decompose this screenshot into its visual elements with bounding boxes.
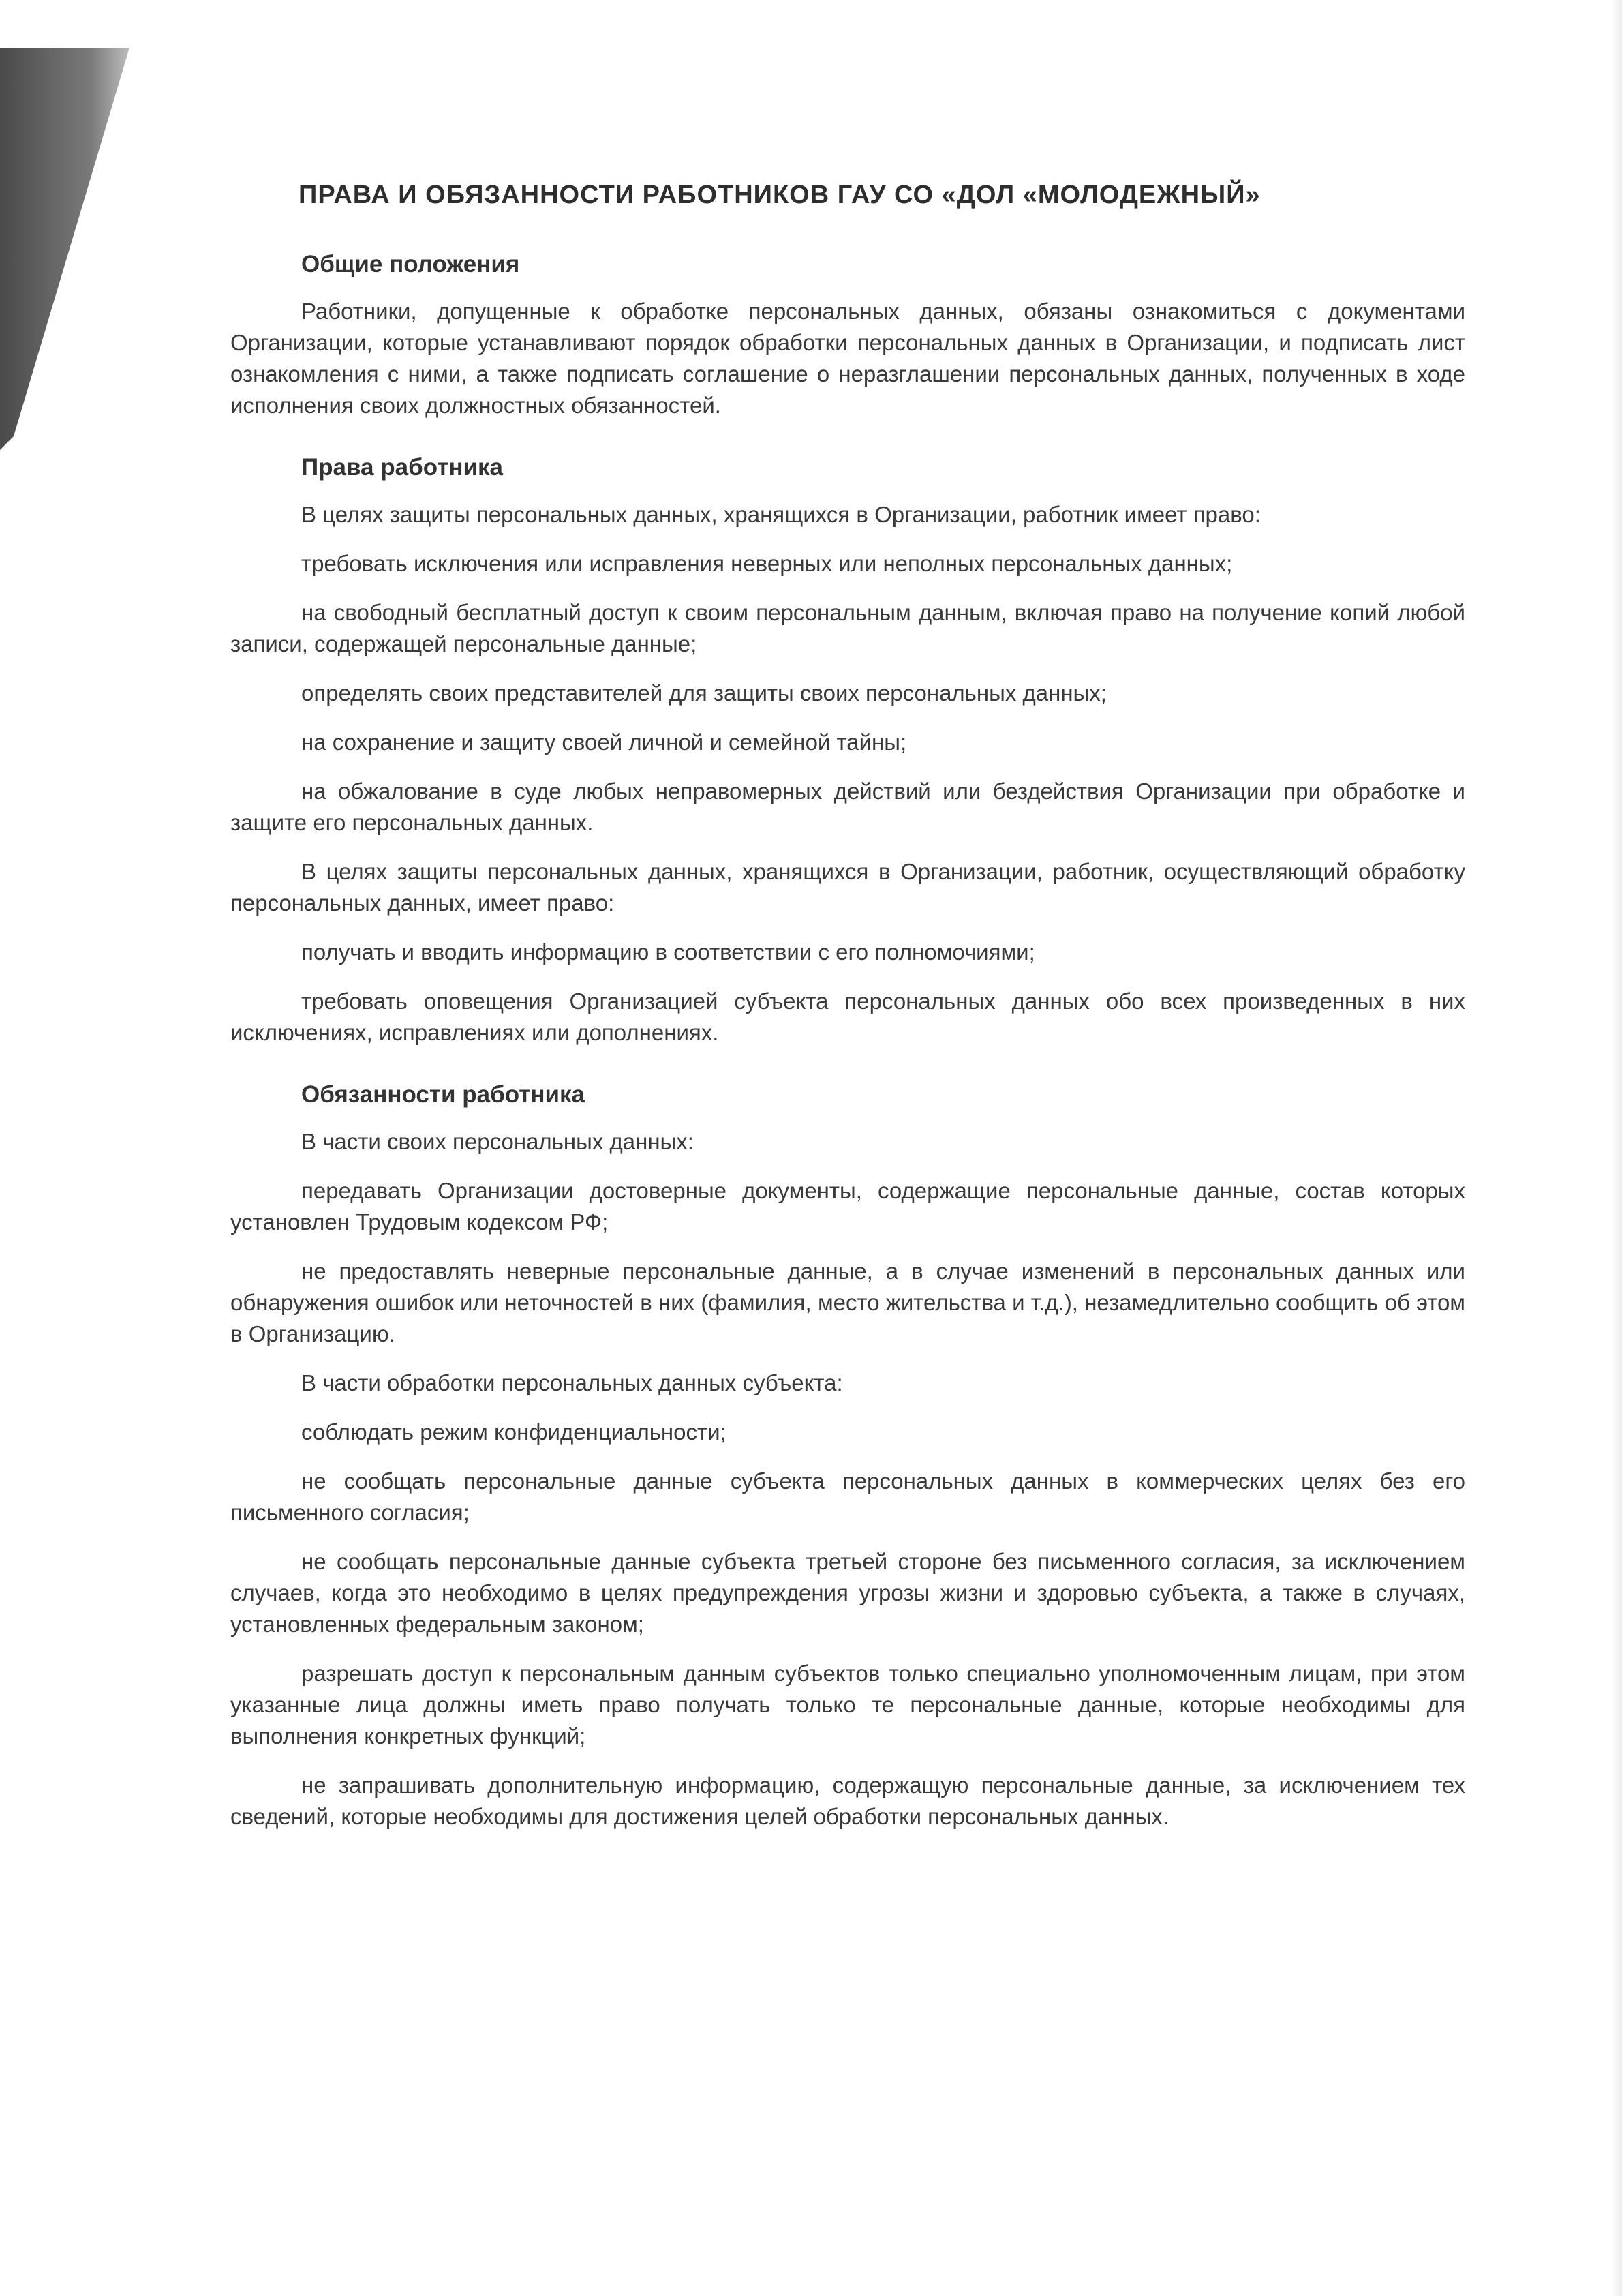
section-heading: Общие положения — [301, 251, 520, 277]
scan-right-edge — [1611, 0, 1622, 2296]
paragraph: на сохранение и защиту своей личной и семейной тайны; — [301, 729, 907, 755]
paragraph: соблюдать режим конфиденциальности; — [301, 1419, 726, 1445]
paragraph: В целях защиты персональных данных, хранящихся в Организации, работник имеет право: — [301, 502, 1261, 527]
section-duties — [230, 1081, 1465, 1832]
paragraph: не сообщать персональные данные субъекта персональных данных в коммерческих целях без его письменного согласия; — [230, 1468, 1465, 1525]
paragraph: требовать исключения или исправления неверных или неполных персональных данных; — [301, 551, 1233, 576]
paragraph: на свободный бесплатный доступ к своим персональным данным, включая право на получение копий любой записи, содержащей персональные данные; — [230, 600, 1465, 656]
document-page — [230, 181, 1465, 1865]
paragraph: разрешать доступ к персональным данным субъектов только специально уполномоченным лицам, при этом указанные лица должны иметь право получать только те персональные данные, которые необходимы для выполнения конкретных функций; — [230, 1661, 1465, 1749]
paragraph: определять своих представителей для защиты своих персональных данных; — [301, 680, 1107, 706]
section-rights — [230, 454, 1465, 1048]
paragraph: В части своих персональных данных: — [301, 1129, 694, 1154]
section-general — [230, 251, 1465, 421]
paragraph: передавать Организации достоверные документы, содержащие персональные данные, состав которых установлен Трудовым кодексом РФ; — [230, 1178, 1465, 1235]
paragraph: Работники, допущенные к обработке персональных данных, обязаны ознакомиться с документами Организации, которые устанавливают порядок обработки персональных данных в Организации, и подписать лист ознакомления с ними, а также подписать соглашение о неразглашении персональных данных, полученных в ходе исполнения своих должностных обязанностей. — [230, 299, 1465, 418]
paragraph: на обжалование в суде любых неправомерных действий или бездействия Организации при обработке и защите его персональных данных. — [230, 779, 1465, 835]
scan-edge-shadow — [0, 0, 136, 477]
section-heading: Права работника — [301, 454, 503, 481]
paragraph: В целях защиты персональных данных, хранящихся в Организации, работник, осуществляющий обработку персональных данных, имеет право: — [230, 859, 1465, 916]
paragraph: не сообщать персональные данные субъекта третьей стороне без письменного согласия, за исключением случаев, когда это необходимо в целях предупреждения угрозы жизни и здоровью субъекта, а также в случаях, установленных федеральным законом; — [230, 1549, 1465, 1637]
paragraph: требовать оповещения Организацией субъекта персональных данных обо всех произведенных в них исключениях, исправлениях или дополнениях. — [230, 988, 1465, 1045]
paragraph: не предоставлять неверные персональные данные, а в случае изменений в персональных данных или обнаружения ошибок или неточностей в них (фамилия, место жительства и т.д.), незамедлительно сообщить об этом в Организацию. — [230, 1258, 1465, 1346]
paragraph: В части обработки персональных данных субъекта: — [301, 1370, 843, 1395]
document-title: ПРАВА И ОБЯЗАННОСТИ РАБОТНИКОВ ГАУ СО «ДОЛ «МОЛОДЕЖНЫЙ» — [299, 181, 1261, 209]
section-heading: Обязанности работника — [301, 1081, 585, 1108]
paragraph: получать и вводить информацию в соответствии с его полномочиями; — [301, 939, 1035, 965]
paragraph: не запрашивать дополнительную информацию, содержащую персональные данные, за исключением тех сведений, которые необходимы для достижения целей обработки персональных данных. — [230, 1772, 1465, 1829]
